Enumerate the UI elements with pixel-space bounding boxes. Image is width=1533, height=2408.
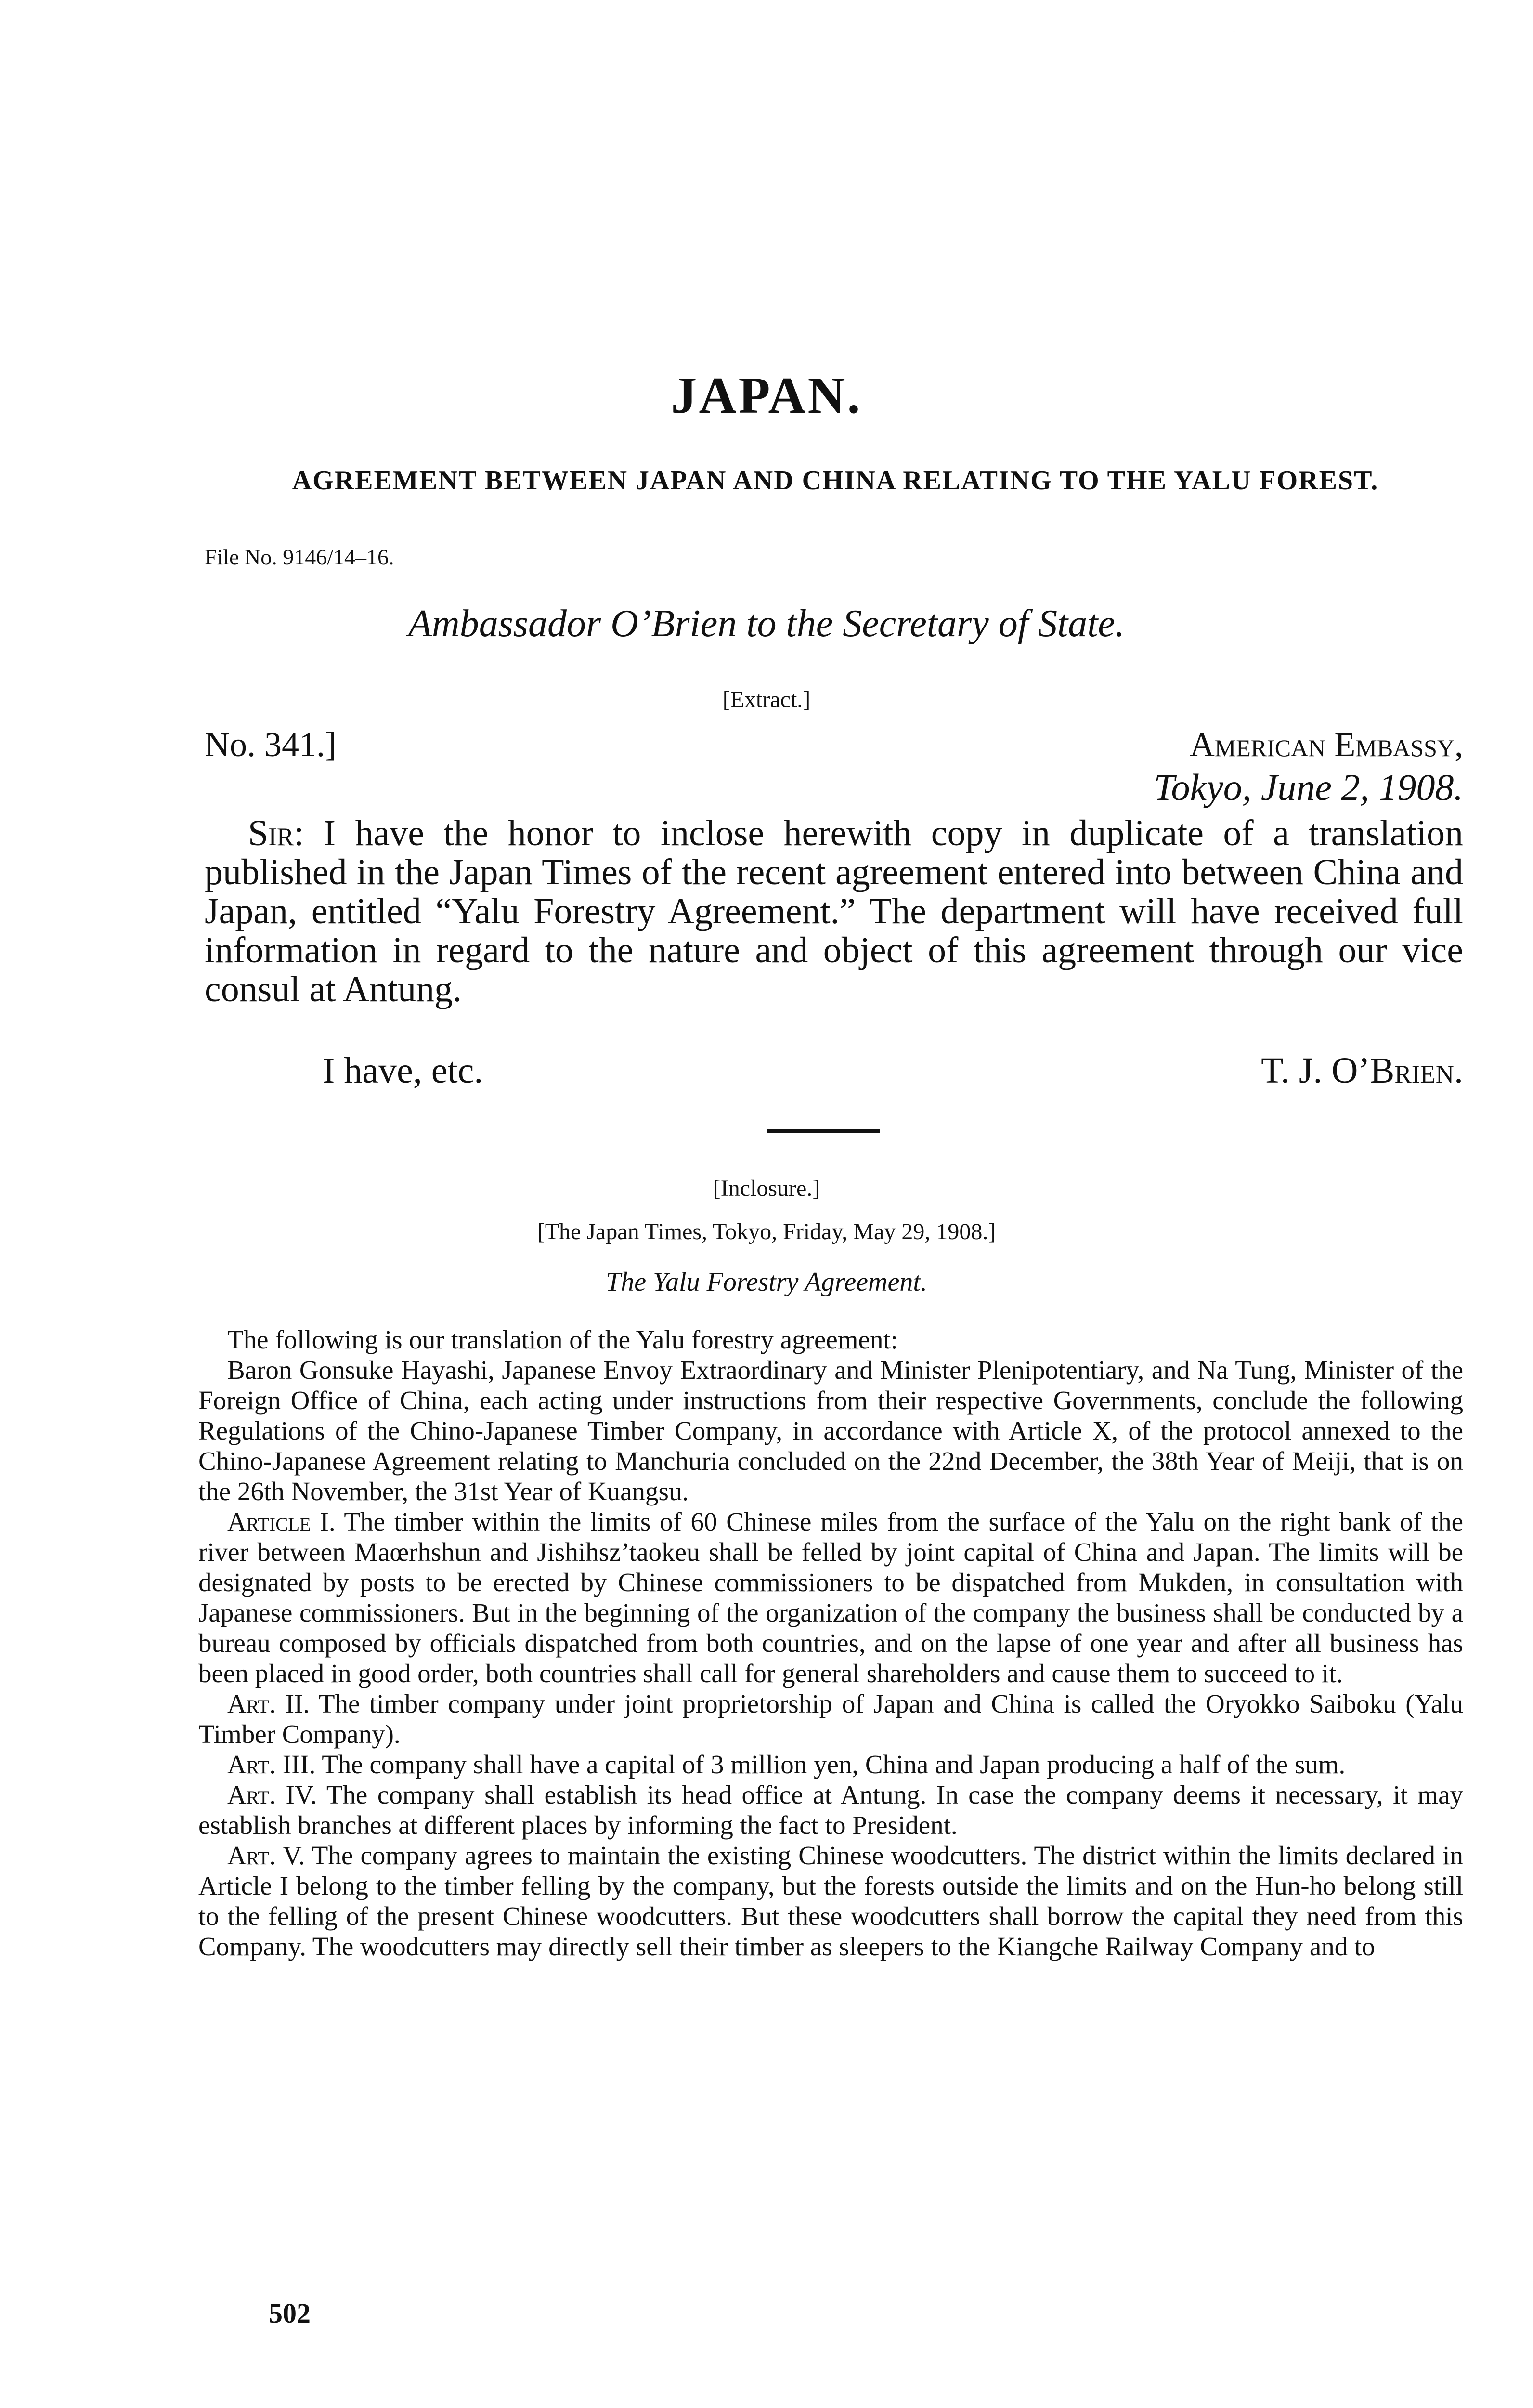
article-text: The timber within the limits of 60 Chinese miles from the surface of the Yalu on the right bank of the river between Maœrhshun and Jishihsz’taokeu shall be felled by joint capital of China and Japan. The limits will be designated by posts to be erected by Chinese commissioners to be dispatched from Mukden, in consultation with Japanese commissioners. But in the beginning of the organization of the company the business shall be conducted by a bureau composed by officials dispatched from both countries, and on the lapse of one year and after all business has been placed in good order, both countries shall call for general shareholders and cause them to succeed to it. [198,1507,1463,1688]
extract-label: [Extract.] [722,687,811,712]
article-paragraph [198,1688,1463,1749]
letter-body: I have the honor to inclose herewith copy in duplicate of a translation published in the Japan Times of the recent agreement entered into between China and Japan, entitled “Yalu Forestry Agreement.” The department will have received full information in regard to the nature and object of this agreement through our vice consul at Antung. [205,813,1464,1009]
article-label: Art. IV. [227,1780,317,1809]
dispatch-place: American Embassy, [1189,725,1463,764]
dispatch-correspondents: Ambassador O’Brien to the Secretary of State. [408,602,1125,645]
page-number: 502 [269,2298,311,2329]
document-subject-heading: AGREEMENT BETWEEN JAPAN AND CHINA RELATING TO THE YALU FOREST. [292,466,1379,496]
dispatch-number: No. 341.] [205,725,337,764]
article-paragraph [198,1749,1463,1780]
inclosure-label: [Inclosure.] [713,1176,820,1201]
letter-signature [1261,1050,1463,1092]
signature-initials: T. J. O’ [1261,1050,1370,1091]
file-number: File No. 9146/14–16. [205,545,394,569]
agreement-preamble: Baron Gonsuke Hayashi, Japanese Envoy Extraordinary and Minister Plenipotentiary, and Na Tung, Minister of the Foreign Office of China, each acting under instructions from their respective Governments, conclude the following Regulations of the Chino-Japanese Timber Company, in accordance with Article X, of the protocol annexed to the Chino-Japanese Agreement relating to Manchuria concluded on the 22nd December, the 38th Year of Meiji, that is on the 26th November, the 31st Year of Kuangsu. [198,1355,1463,1506]
article-label: Art. III. [227,1750,316,1779]
article-label: Art. II. [227,1689,310,1718]
letter-paragraph [205,814,1463,1009]
article-label: Art. V. [227,1841,305,1870]
article-paragraph [198,1780,1463,1840]
article-text: The company agrees to maintain the existing Chinese woodcutters. The district within the limits declared in Article I belong to the timber felling by the company, but the forests outside the limits and on the Hun-ho belong still to the felling of the present Chinese woodcutters. But these woodcutters shall borrow the capital they need from this Company. The woodcutters may directly sell their timber as sleepers to the Kiangche Railway Company and to [198,1841,1463,1961]
inclosure-source: [The Japan Times, Tokyo, Friday, May 29, 1908.] [537,1219,996,1244]
article-paragraph [198,1506,1463,1688]
agreement-text [198,1324,1463,1962]
section-divider [766,1129,880,1133]
dispatch-letter [205,814,1463,1009]
article-text: The company shall establish its head office at Antung. In case the company deems it necessary, it may establish branches at different places by informing the fact to President. [198,1780,1463,1840]
article-label: Article I. [227,1507,336,1536]
scan-speck: · [1233,26,1235,36]
letter-closing: I have, etc. [323,1050,483,1091]
agreement-intro: The following is our translation of the Yalu forestry agreement: [227,1325,898,1354]
article-paragraph [198,1840,1463,1962]
dispatch-date: Tokyo, June 2, 1908. [1154,766,1463,808]
salutation: Sir: [248,813,304,853]
article-text: The company shall have a capital of 3 million yen, China and Japan producing a half of the sum. [322,1750,1346,1779]
signature-surname: Brien. [1370,1050,1463,1091]
country-heading: JAPAN. [671,367,862,424]
article-text: The timber company under joint proprietorship of Japan and China is called the Oryokko Saiboku (Yalu Timber Company). [198,1689,1463,1749]
agreement-title: The Yalu Forestry Agreement. [606,1267,927,1297]
